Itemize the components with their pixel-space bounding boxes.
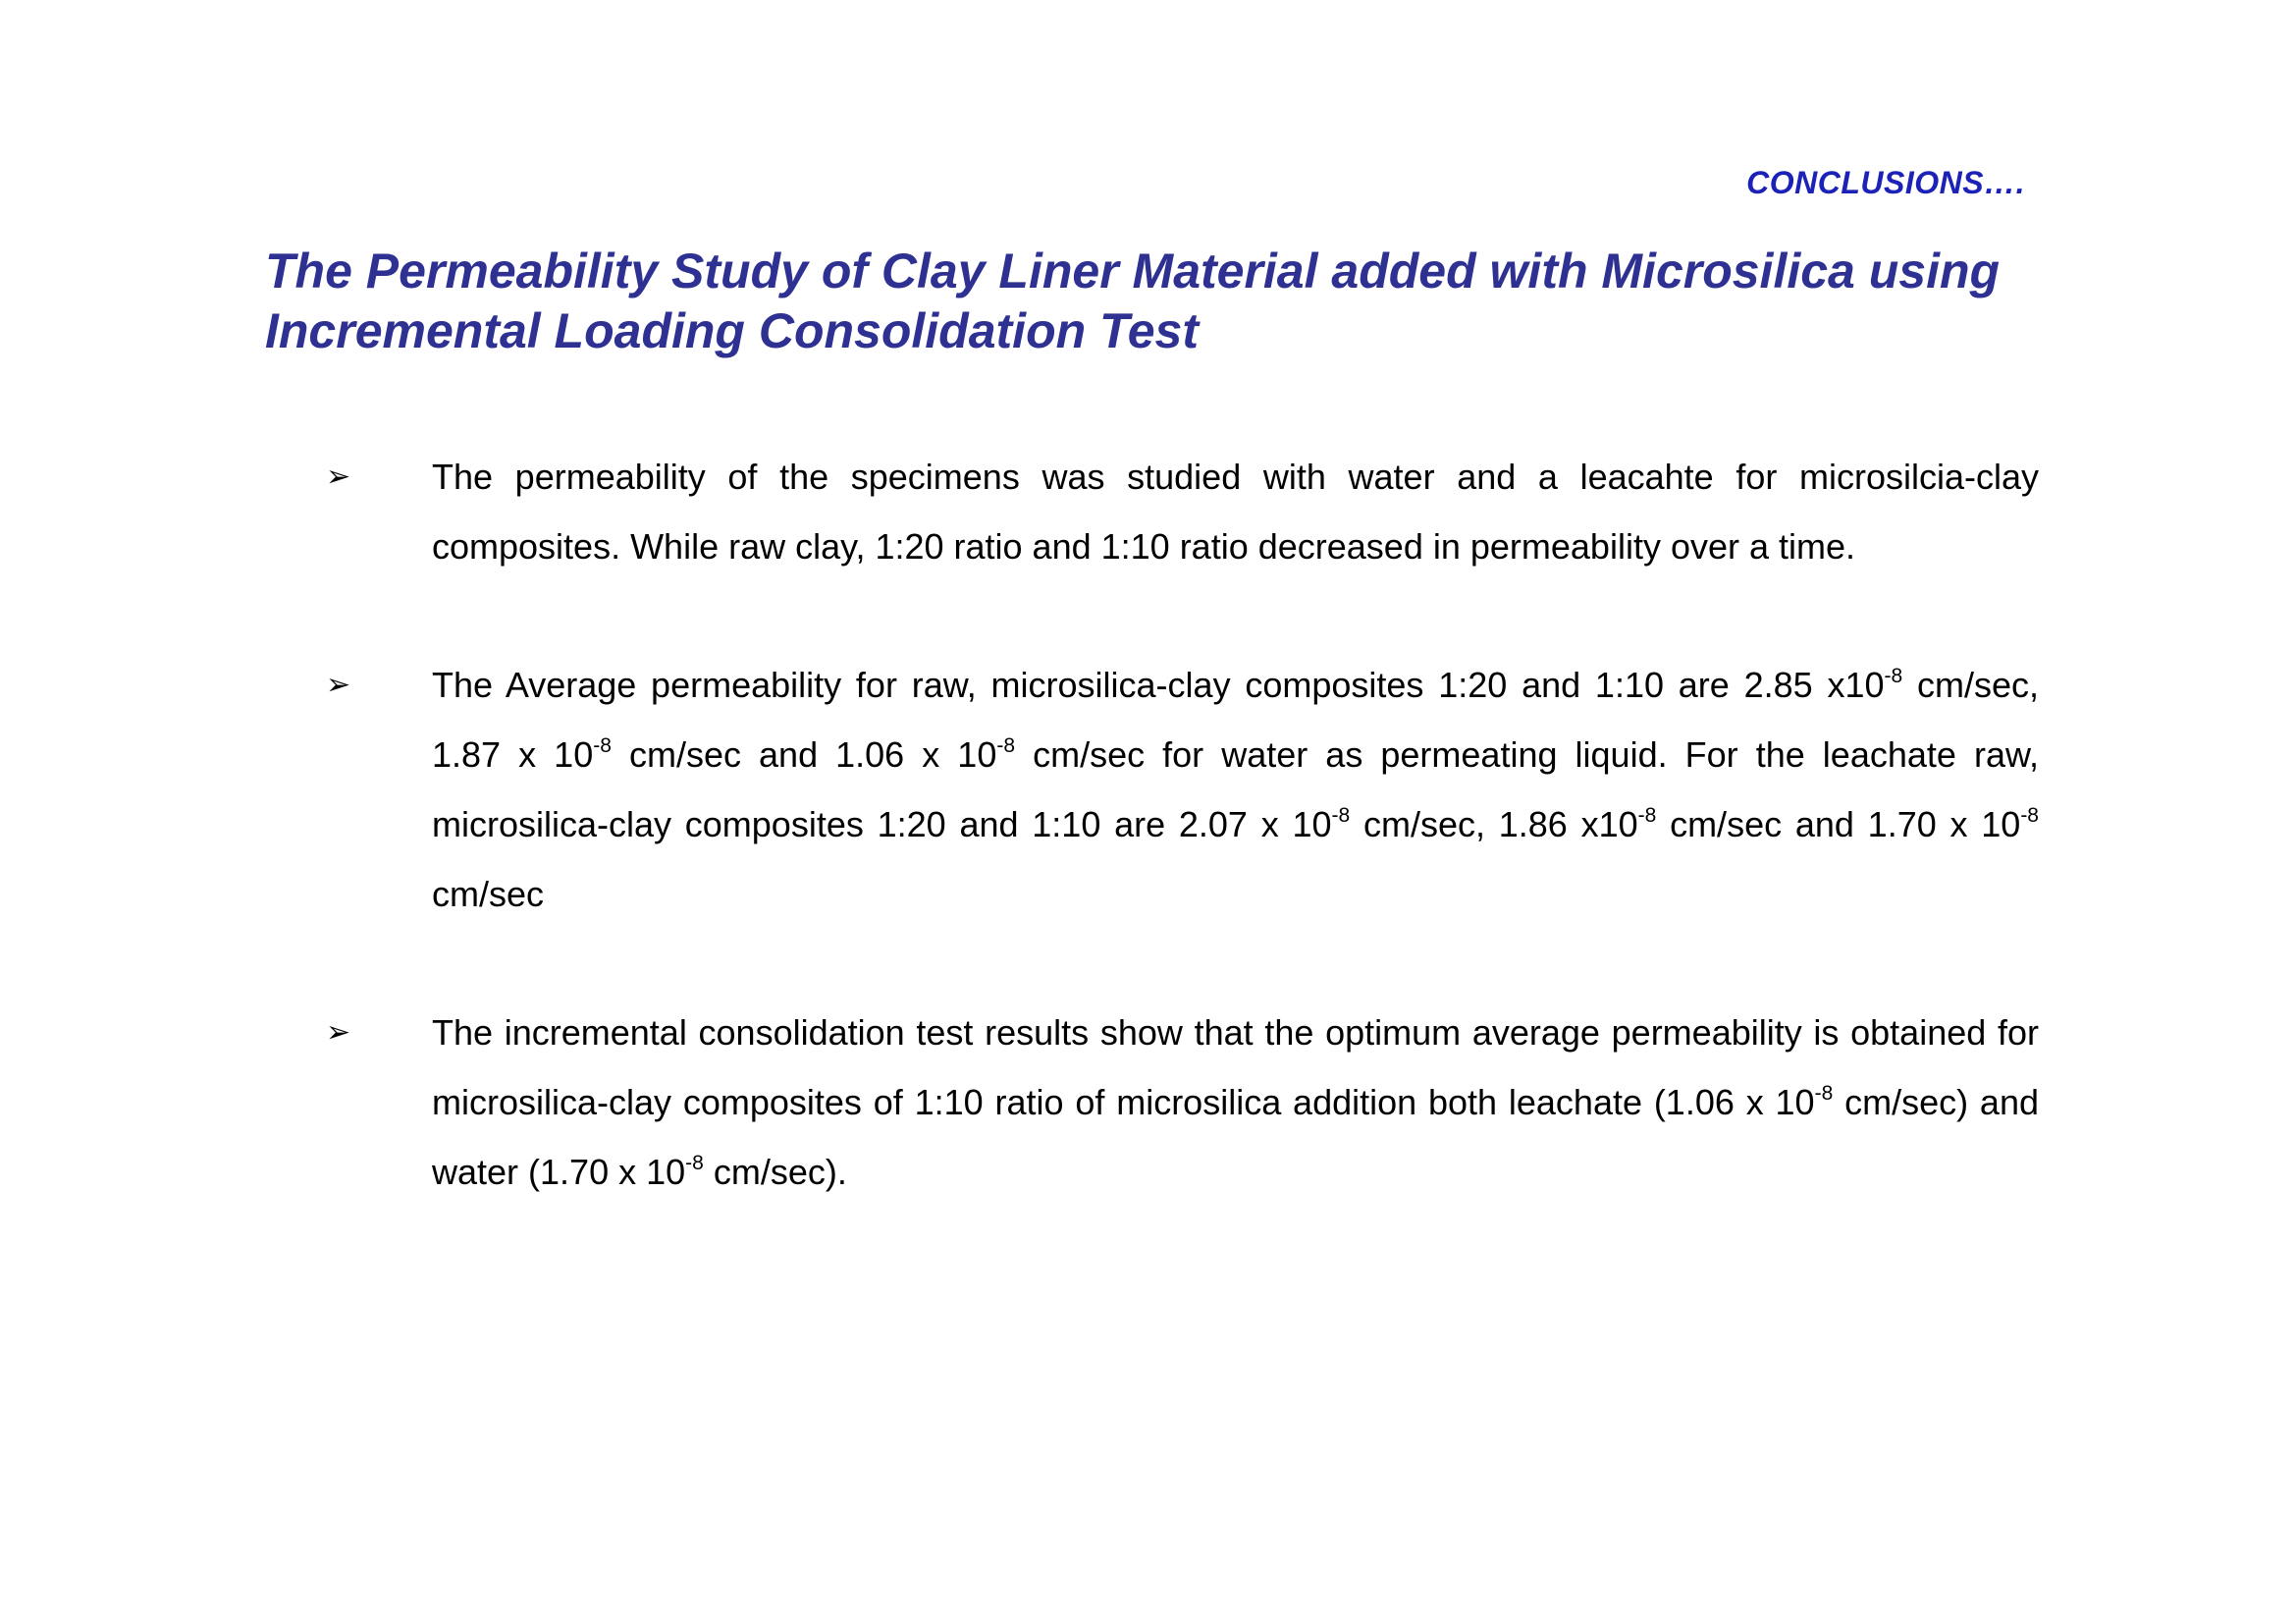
text-run: cm/sec and 1.70 x 10 — [1656, 804, 2021, 844]
arrowhead-bullet-icon: ➢ — [326, 1015, 351, 1050]
exponent: -8 — [1637, 804, 1657, 827]
exponent: -8 — [1814, 1082, 1834, 1105]
exponent: -8 — [593, 734, 612, 757]
exponent: -8 — [1331, 804, 1351, 827]
exponent: -8 — [685, 1152, 704, 1174]
text-run: The incremental consolidation test results show that the optimum average permeability is obtained for microsilica-clay composites of 1:10 ratio of microsilica addition both leachate (1.06 x 10 — [432, 1012, 2039, 1122]
conclusion-list — [326, 442, 2039, 1207]
conclusion-item-2 — [326, 650, 2039, 929]
exponent: -8 — [1884, 665, 1903, 687]
exponent: -8 — [996, 734, 1016, 757]
conclusion-text-3 — [432, 998, 2039, 1207]
text-run: cm/sec) and water (1.70 x 10 — [432, 1082, 2039, 1192]
exponent: -8 — [2020, 804, 2039, 827]
conclusion-text-1: The permeability of the specimens was studied with water and a leacahte for microsilcia-clay composites. While raw clay, 1:20 ratio and 1:10 ratio decreased in permeability over a time. — [432, 457, 2039, 567]
conclusion-text-2 — [432, 650, 2039, 929]
arrowhead-bullet-icon: ➢ — [326, 668, 351, 702]
text-run: cm/sec). — [703, 1152, 847, 1192]
text-run: cm/sec, 1.87 x 10 — [432, 665, 2039, 775]
text-run: cm/sec — [432, 874, 545, 914]
text-run: cm/sec, 1.86 x10 — [1350, 804, 1638, 844]
arrowhead-bullet-icon: ➢ — [326, 460, 351, 494]
text-run: cm/sec and 1.06 x 10 — [611, 734, 997, 775]
conclusion-item-1 — [326, 442, 2039, 581]
conclusion-item-3 — [326, 998, 2039, 1207]
text-run: cm/sec for water as permeating liquid. For the leachate raw, microsilica-clay composites 1:20 and 1:10 are 2.07 x 10 — [432, 734, 2039, 844]
slide-title: The Permeability Study of Clay Liner Material added with Microsilica using Incremental Loading Consolidation Test — [265, 244, 2001, 358]
text-run: The Average permeability for raw, microsilica-clay composites 1:20 and 1:10 are 2.85 x10 — [432, 665, 1885, 705]
section-tag: CONCLUSIONS…. — [1746, 165, 2025, 200]
